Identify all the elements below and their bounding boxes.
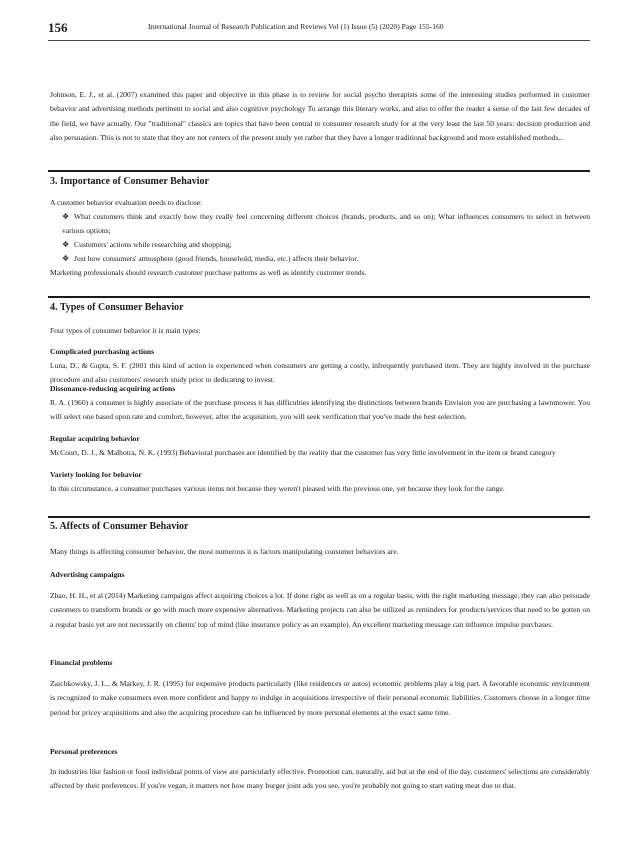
section-3-rule bbox=[48, 170, 590, 172]
subheading: Regular acquiring behavior bbox=[50, 434, 140, 443]
section-3-closing: Marketing professionals should research customer purchase patterns as well as identify customer trends. bbox=[50, 268, 367, 277]
section-4-rule bbox=[48, 296, 590, 298]
factor-paragraph: Zhao, H. H., et al (2014) Marketing campaigns affect acquiring choices a lot. If done right as well as on a regular basis, with the right marketing message, they can also persuade customers to transform brands or go with much more expensive alternatives. Marketing projects can also be utilized as reminders for products/services that need to be gotten on a regular basis yet are not necessarily on clients' top of mind (like insurance policy as an example). An excellent marketing message can influence impulse purchases. bbox=[50, 591, 590, 629]
bullet-text: What customers think and exactly how they really feel concerning different choices (brands, products, and so on); What influences consumers to select in between various options; bbox=[62, 212, 590, 236]
running-header bbox=[48, 18, 590, 38]
subheading: Dissonance-reducing acquiring actions bbox=[50, 384, 176, 393]
bullet-text: Customers' actions while researching and shopping; bbox=[74, 240, 232, 249]
section-4-title: 4. Types of Consumer Behavior bbox=[50, 302, 184, 313]
factor-paragraph: Zaichkowsky, J. L., & Markey, J. R. (1995) for expensive products particularly (like residences or autos) economic problems play a big part. A favorable economic environment is recognized to make consumers even more confident and happy to indulge in acquisitions irrespective of their personal economic liabilities. Customers choose in a longer time period for pricey acquisitions and also the acquiring procedure can be influenced by more personal elements at the exact same time. bbox=[50, 679, 590, 717]
type-paragraph: Luna, D., & Gupta, S. F. (2001 this kind of action is experienced when consumers are getting a costly, infrequently purchased item. They are highly involved in the purchase procedure and also customers' research study prior to dedicating to invest. bbox=[50, 361, 590, 385]
subheading: Complicated purchasing actions bbox=[50, 347, 155, 356]
subheading: Advertising campaigns bbox=[50, 570, 125, 579]
type-paragraph: McCourt, D. J., & Malhotra, N. K. (1993) Behavioral purchases are identified by the reality that the customer has very little involvement in the item or brand category bbox=[50, 448, 556, 457]
factor-paragraph: In industries like fashion or food individual points of view are particularly effective. Promotion can, naturally, aid but at the end of the day, customers' selections are considerably affected by their preferences. If you're vegan, it matters not how many burger joint ads you see, you're probably not going to start eating meat due to that. bbox=[50, 767, 590, 791]
intro-paragraph: Johnson, E. J., et al. (2007) examined this paper and objective in this phase is to review for social psycho therapists some of the interesting studies performed in customer behavior and advertising methods pertinent to social and also cognitive psychology To arrange this literary works, and also to offer the reader a sense of the last few decades of the field, we have actually. Our "traditional" classics are topics that have been central to consumer research study for at the very least the last 50 years: decision production and also persuasion. This is not to state that they are not centers of the present study yet rather that they have a longer traditional background and more established methods... bbox=[50, 90, 590, 142]
subheading: Personal preferences bbox=[50, 747, 118, 756]
header-rule bbox=[48, 40, 590, 41]
type-paragraph: R. A. (1960) a consumer is highly associate of the purchase process it has difficulties identifying the distinctions between brands Envision you are purchasing a lawnmower. You will select one based upon rate and comfort, however, after the acquisition, you will seek verification that you've made the best selection. bbox=[50, 398, 590, 422]
diamond-bullet-icon: ❖ bbox=[62, 240, 70, 249]
bullet-text: Just how consumers' atmosphere (good friends, household, media, etc.) affects their behavior. bbox=[74, 254, 359, 263]
subheading: Financial problems bbox=[50, 658, 113, 667]
section-4-lead: Four types of consumer behavior it is main types: bbox=[50, 326, 201, 335]
bullet-item bbox=[62, 210, 590, 239]
bullet-item bbox=[62, 238, 590, 252]
page-number: 156 bbox=[48, 20, 68, 35]
section-3-title: 3. Importance of Consumer Behavior bbox=[50, 176, 209, 187]
journal-citation: International Journal of Research Publication and Reviews Vol (1) Issue (5) (2020) Page 155-160 bbox=[148, 22, 444, 31]
diamond-bullet-icon: ❖ bbox=[62, 212, 70, 221]
section-5-rule bbox=[48, 516, 590, 518]
section-5-lead: Many things is affecting consumer behavior, the most numerous it is factors manipulating consumer behaviors are. bbox=[50, 547, 399, 556]
subheading: Variety looking for behavior bbox=[50, 470, 142, 479]
type-paragraph: In this circumstance, a consumer purchases various items not because they weren't pleased with the previous one, yet because they look for the range. bbox=[50, 484, 505, 493]
section-5-title: 5. Affects of Consumer Behavior bbox=[50, 521, 189, 532]
section-3-lead: A customer behavior evaluation needs to disclose: bbox=[50, 198, 203, 207]
bullet-item bbox=[62, 252, 590, 266]
diamond-bullet-icon: ❖ bbox=[62, 254, 70, 263]
